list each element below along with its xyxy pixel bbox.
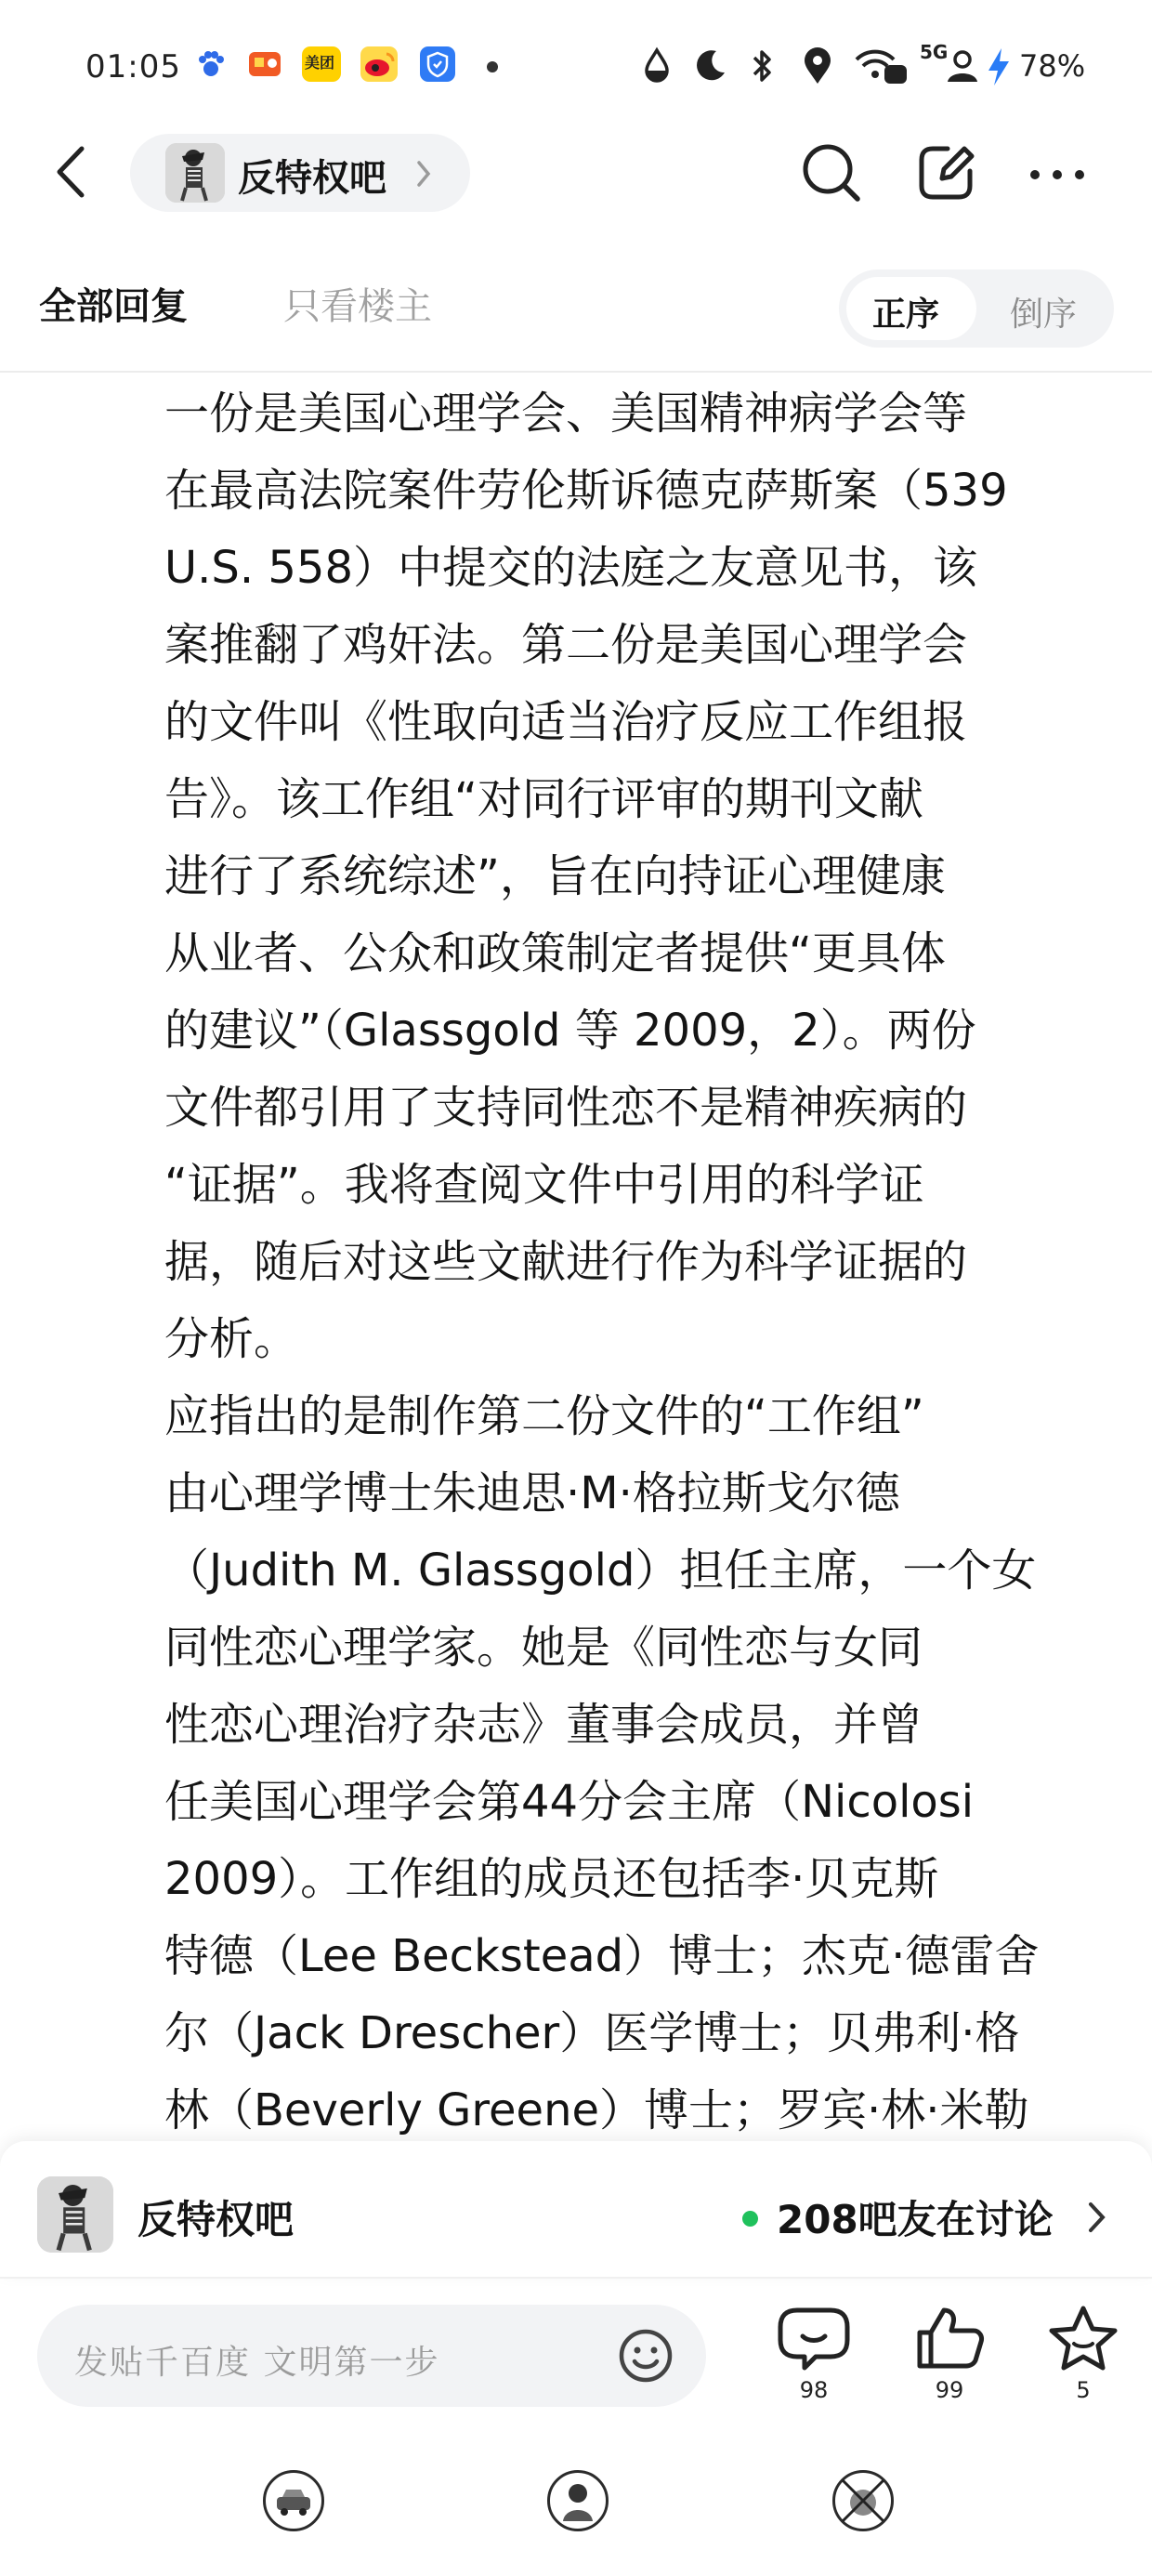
search-icon (796, 138, 867, 208)
dock-avatar-button[interactable] (547, 2470, 609, 2531)
post-line: 案推翻了鸡奸法。第二份是美国心理学会 (164, 619, 968, 671)
reply-input[interactable] (37, 2305, 706, 2407)
meituan-icon (302, 46, 341, 82)
post-line: 告》。该工作组“对同行评审的期刊文献 (164, 773, 923, 825)
post-line: U.S. 558）中提交的法庭之友意见书，该 (164, 542, 977, 594)
order-toggle (839, 269, 1114, 348)
notification-dot (487, 61, 498, 72)
post-line: 林（Beverly Greene）博士；罗宾·林·米勒 (164, 2084, 1029, 2136)
status-time: 01:05 (85, 48, 181, 85)
post-line: 由心理学博士朱迪思·M·格拉斯戈尔德 (164, 1467, 900, 1519)
bluetooth-icon (749, 46, 777, 85)
paw-icon (193, 46, 229, 82)
reply-placeholder: 发贴千百度 文明第一步 (74, 2344, 440, 2382)
post-line: 同性恋心理学家。她是《同性恋与女同 (164, 1622, 923, 1674)
online-indicator (742, 2211, 758, 2227)
order-desc-button[interactable]: 倒序 (1010, 296, 1078, 334)
game-icon (247, 46, 282, 82)
edit-icon (910, 138, 981, 208)
emoji-icon[interactable] (617, 2327, 674, 2385)
forum-bar-avatar (37, 2176, 113, 2253)
post-line: 一份是美国心理学会、美国精神病学会等 (164, 388, 968, 440)
shield-app-icon (420, 46, 455, 82)
post-line: 文件都引用了支持同性恋不是精神疾病的 (164, 1082, 968, 1134)
post-line: 据，随后对这些文献进行作为科学证据的 (164, 1236, 968, 1288)
more-icon (1022, 138, 1093, 208)
dock-car-button[interactable] (263, 2470, 324, 2531)
back-arrow-icon (48, 139, 95, 204)
like-button[interactable] (903, 2303, 996, 2403)
wifi-icon (853, 46, 909, 85)
search-button[interactable] (796, 138, 867, 208)
like-count: 99 (935, 2377, 964, 2403)
post-line: 性恋心理治疗杂志》董事会成员，并曾 (164, 1699, 923, 1751)
post-line: 的文件叫《性取向适当治疗反应工作组报 (164, 696, 968, 748)
chevron-right-icon (1085, 2199, 1109, 2236)
more-button[interactable] (1022, 138, 1093, 208)
comment-icon (767, 2303, 860, 2373)
post-line: 的建议”（Glassgold 等 2009，2）。两份 (164, 1005, 976, 1057)
comment-count: 98 (799, 2377, 829, 2403)
post-line: 分析。 (164, 1313, 299, 1365)
back-button[interactable] (48, 139, 95, 204)
forum-bar[interactable] (0, 2141, 1152, 2277)
post-line: 2009）。工作组的成员还包括李·贝克斯 (164, 1853, 939, 1905)
tabs-divider (0, 371, 1152, 373)
battery-level: 78% (1019, 48, 1086, 84)
location-icon (801, 46, 834, 85)
network-label: 5G (920, 41, 949, 63)
edit-button[interactable] (910, 138, 981, 208)
bar-divider (0, 2277, 1152, 2279)
post-line: 尔（Jack Drescher）医学博士；贝弗利·格 (164, 2007, 1020, 2059)
charging-icon (985, 46, 1013, 87)
status-bar (0, 0, 1152, 139)
favorite-button[interactable] (1037, 2303, 1130, 2403)
order-asc-button[interactable]: 正序 (872, 296, 940, 334)
tab-all-replies[interactable]: 全部回复 (39, 285, 188, 328)
star-count: 5 (1076, 2377, 1091, 2403)
forum-bar-name: 反特权吧 (137, 2197, 295, 2242)
post-line: 从业者、公众和政策制定者提供“更具体 (164, 927, 946, 979)
dock-car-icon (266, 2473, 321, 2529)
online-count: 208吧友在讨论 (777, 2197, 1054, 2242)
drop-icon (641, 46, 673, 84)
post-line: 在最高法院案件劳伦斯诉德克萨斯案（539 (164, 465, 1008, 517)
star-icon (1037, 2303, 1130, 2373)
weibo-icon (360, 46, 396, 82)
post-line: 应指出的是制作第二份文件的“工作组” (164, 1390, 924, 1442)
dock-crossed-icon (835, 2473, 891, 2529)
forum-pill[interactable] (130, 134, 470, 212)
post-content (164, 375, 1112, 2141)
forum-avatar (165, 143, 225, 203)
post-line: 特德（Lee Beckstead）博士；杰克·德雷舍 (164, 1930, 1040, 1982)
post-line: （Judith M. Glassgold）担任主席，一个女 (164, 1544, 1037, 1597)
dock-avatar-icon (550, 2473, 606, 2529)
forum-name: 反特权吧 (238, 157, 386, 200)
moon-icon (692, 46, 729, 84)
hotspot-user-icon (944, 46, 981, 85)
post-line: 任美国心理学会第44分会主席（Nicolosi (164, 1776, 975, 1828)
post-line: “证据”。我将查阅文件中引用的科学证 (164, 1159, 924, 1211)
chevron-right-icon (414, 158, 433, 190)
tab-owner-only[interactable]: 只看楼主 (283, 285, 432, 328)
meituan-label: 美团 (305, 54, 335, 72)
dock-crossed-button[interactable] (832, 2470, 894, 2531)
post-line: 进行了系统综述”，旨在向持证心理健康 (164, 850, 946, 902)
comment-button[interactable] (767, 2303, 860, 2403)
thumbs-up-icon (903, 2303, 996, 2373)
